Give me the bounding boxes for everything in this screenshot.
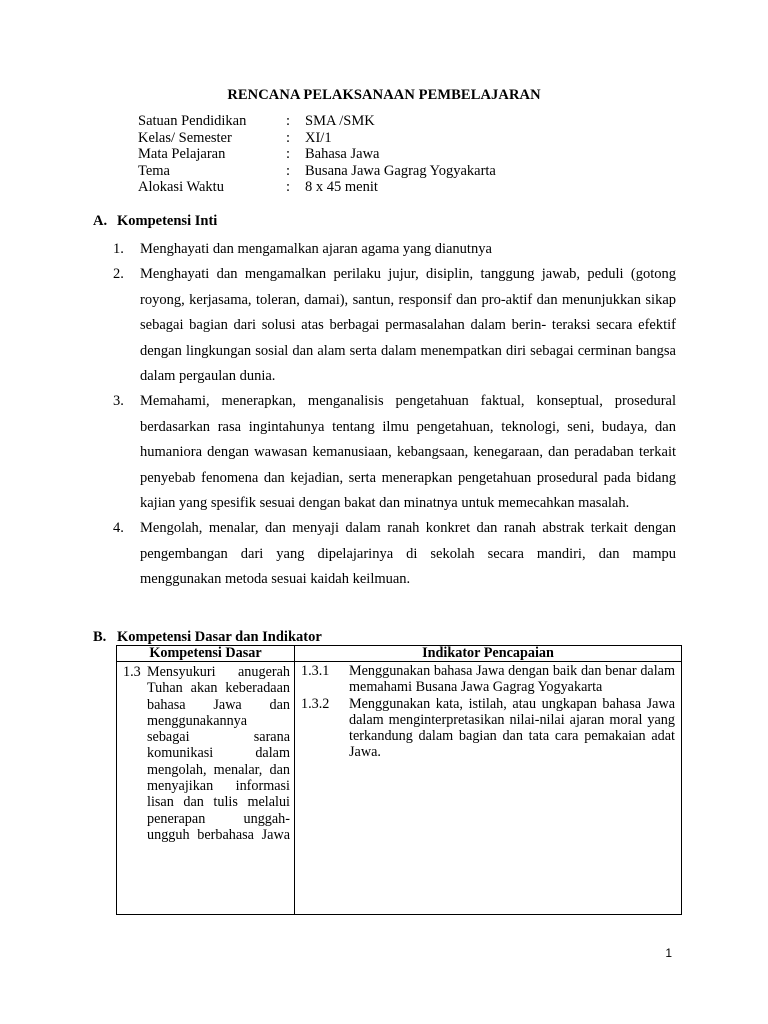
meta-row — [138, 113, 496, 130]
list-text: Menghayati dan mengamalkan ajaran agama yang dianutnya — [140, 241, 492, 257]
meta-separator: : — [286, 162, 291, 179]
kd-cell — [117, 662, 295, 915]
meta-separator: : — [286, 146, 291, 162]
section-a-heading — [93, 213, 217, 230]
meta-separator: : — [286, 129, 291, 146]
meta-row — [138, 146, 496, 163]
meta-value: SMA /SMK — [305, 113, 375, 129]
kd-text: Mensyukuri anugerah Tuhan akan keberadaan bahasa Jawa dan menggunakannya sebagai sarana komunikasi dalam mengolah, menalar, dan menyajikan informasi lisan dan tulis melalui penerapan unggah-ungguh berbahasa Jawa — [147, 664, 290, 843]
meta-label: Satuan Pendidikan — [138, 113, 247, 129]
section-b-heading — [93, 629, 322, 646]
indicator-cell — [295, 662, 682, 915]
list-number: 2. — [113, 266, 124, 283]
meta-label: Kelas/ Semester — [138, 129, 232, 146]
document-title: RENCANA PELAKSANAAN PEMBELAJARAN — [227, 87, 541, 103]
section-letter: A. — [93, 213, 108, 229]
list-item — [113, 389, 676, 516]
list-number: 3. — [113, 393, 124, 410]
meta-row — [138, 179, 496, 196]
list-number: 1. — [113, 241, 124, 257]
meta-row — [138, 130, 496, 147]
meta-label: Mata Pelajaran — [138, 146, 226, 162]
section-title: Kompetensi Inti — [117, 213, 218, 229]
indicator-number: 1.3.2 — [301, 695, 330, 712]
kompetensi-table — [116, 645, 682, 915]
list-item — [113, 516, 676, 592]
column-header-kompetensi: Kompetensi Dasar — [117, 646, 295, 662]
kompetensi-inti-list — [113, 237, 676, 593]
indicator-text: Menggunakan kata, istilah, atau ungkapan bahasa Jawa dalam menginterpretasikan nilai-nilai ajaran moral yang terkandung dalam bagian dan tata cara pemakaian adat Jawa. — [349, 695, 675, 761]
table-row — [117, 662, 682, 915]
page-number: 1 — [665, 946, 672, 960]
indicator-number: 1.3.1 — [301, 663, 330, 679]
meta-value: 8 x 45 menit — [305, 179, 378, 195]
meta-value: Bahasa Jawa — [305, 146, 380, 162]
indicator-item — [301, 696, 675, 761]
meta-separator: : — [286, 113, 291, 129]
column-header-indikator: Indikator Pencapaian — [295, 646, 682, 662]
identity-block — [138, 113, 496, 196]
section-letter: B. — [93, 629, 107, 645]
meta-value: Busana Jawa Gagrag Yogyakarta — [305, 162, 496, 179]
table-header-row — [117, 646, 682, 662]
indicator-item — [301, 663, 675, 696]
meta-label: Alokasi Waktu — [138, 179, 224, 195]
kd-number: 1.3 — [123, 664, 141, 680]
list-text: Menghayati dan mengamalkan perilaku jujur, disiplin, tanggung jawab, peduli (gotong royong, kerjasama, toleran, damai), santun, responsif dan pro-aktif dan menunjukkan sikap sebagai bagian dari solusi atas berbagai permasalahan dalam berin- teraksi secara efektif dengan lingkungan sosial dan alam serta dalam menempatkan diri sebagai cerminan bangsa dalam pergaulan dunia. — [140, 266, 676, 385]
meta-value: XI/1 — [305, 129, 332, 146]
meta-label: Tema — [138, 162, 170, 179]
list-text: Mengolah, menalar, dan menyaji dalam ranah konkret dan ranah abstrak terkait dengan pengembangan dari yang dipelajarinya di sekolah secara mandiri, dan mampu menggunakan metoda sesuai kaidah keilmuan. — [140, 520, 676, 588]
list-item — [113, 262, 676, 389]
section-title: Kompetensi Dasar dan Indikator — [117, 629, 322, 645]
meta-separator: : — [286, 179, 291, 195]
list-number: 4. — [113, 520, 124, 537]
indicator-text: Menggunakan bahasa Jawa dengan baik dan benar dalam memahami Busana Jawa Gagrag Yogyakarta — [349, 663, 675, 696]
list-item — [113, 237, 676, 262]
meta-row — [138, 163, 496, 180]
list-text: Memahami, menerapkan, menganalisis pengetahuan faktual, konseptual, prosedural berdasarkan rasa ingintahunya tentang ilmu pengetahuan, teknologi, seni, budaya, dan humaniora dengan wawasan kemanusiaan, kebangsaan, kenegaraan, dan peradaban terkait penyebab fenomena dan kejadian, serta menerapkan pengetahuan prosedural pada bidang kajian yang spesifik sesuai dengan bakat dan minatnya untuk memecahkan masalah. — [140, 393, 676, 512]
